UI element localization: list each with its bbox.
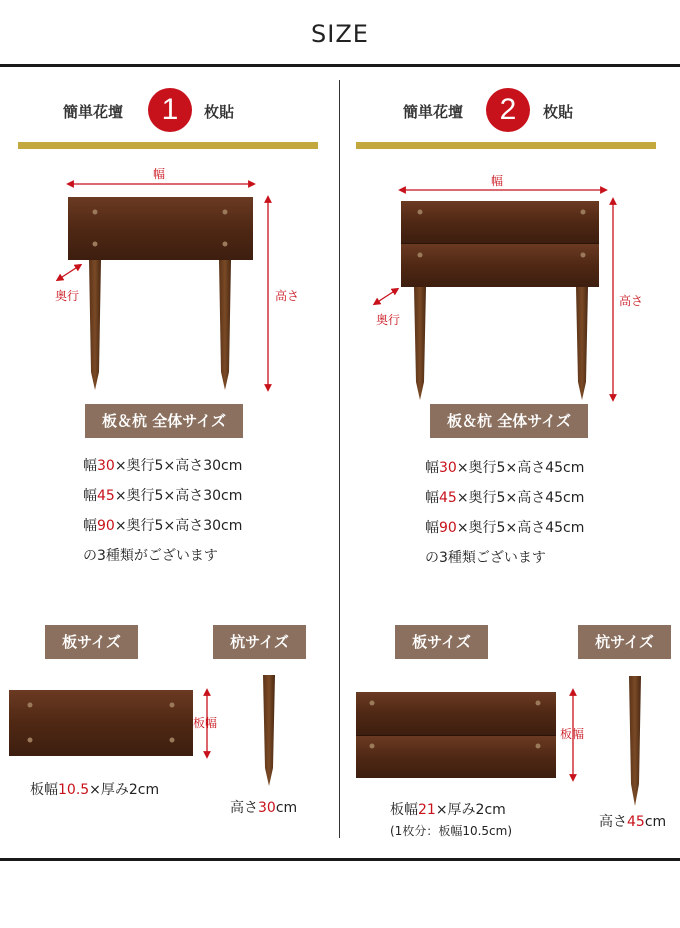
right-number-badge: 2	[486, 88, 530, 132]
left-spec-3: 幅90×奥行5×高さ30cm	[83, 518, 243, 534]
right-stake-illustration	[340, 0, 680, 860]
left-number-badge: 1	[148, 88, 192, 132]
right-spec-2: 幅45×奥行5×高さ45cm	[425, 490, 585, 506]
right-set-size-tag: 板＆杭 全体サイズ	[430, 404, 588, 438]
right-heading-post: 枚貼	[543, 103, 574, 121]
left-spec-1: 幅30×奥行5×高さ30cm	[83, 458, 243, 474]
right-board-spec: 板幅21×厚み2cm	[390, 802, 506, 818]
bottom-rule	[0, 858, 680, 861]
left-types-note: の3種類がございます	[83, 548, 218, 564]
right-board-note: (1枚分：板幅10.5cm)	[390, 824, 513, 838]
right-board-width-label: 板幅	[560, 727, 585, 741]
right-spec-1: 幅30×奥行5×高さ45cm	[425, 460, 585, 476]
page-title: SIZE	[311, 20, 369, 48]
right-types-note: の3種類ございます	[425, 550, 546, 566]
left-spec-2: 幅45×奥行5×高さ30cm	[83, 488, 243, 504]
left-set-size-tag: 板＆杭 全体サイズ	[85, 404, 243, 438]
left-board-size-tag: 板サイズ	[45, 625, 138, 659]
right-stake-spec: 高さ45cm	[599, 814, 667, 830]
right-heading-pre: 簡単花壇	[403, 103, 464, 121]
left-heading-post: 枚貼	[204, 103, 235, 121]
right-depth-label: 奥行	[376, 313, 401, 327]
right-board-size-tag: 板サイズ	[395, 625, 488, 659]
right-column	[340, 0, 680, 860]
right-height-label: 高さ	[619, 294, 644, 308]
left-depth-label: 奥行	[55, 289, 80, 303]
left-stake-size-tag: 杭サイズ	[213, 625, 306, 659]
left-board-width-label: 板幅	[193, 716, 218, 730]
right-spec-3: 幅90×奥行5×高さ45cm	[425, 520, 585, 536]
right-stake-size-tag: 杭サイズ	[578, 625, 671, 659]
left-stake-spec: 高さ30cm	[230, 800, 298, 816]
left-stake-illustration	[0, 0, 340, 860]
left-width-label: 幅	[153, 167, 166, 181]
left-column	[0, 0, 340, 860]
left-heading-pre: 簡単花壇	[63, 103, 124, 121]
right-width-label: 幅	[491, 174, 504, 188]
left-board-spec: 板幅10.5×厚み2cm	[30, 782, 160, 798]
left-height-label: 高さ	[275, 289, 300, 303]
